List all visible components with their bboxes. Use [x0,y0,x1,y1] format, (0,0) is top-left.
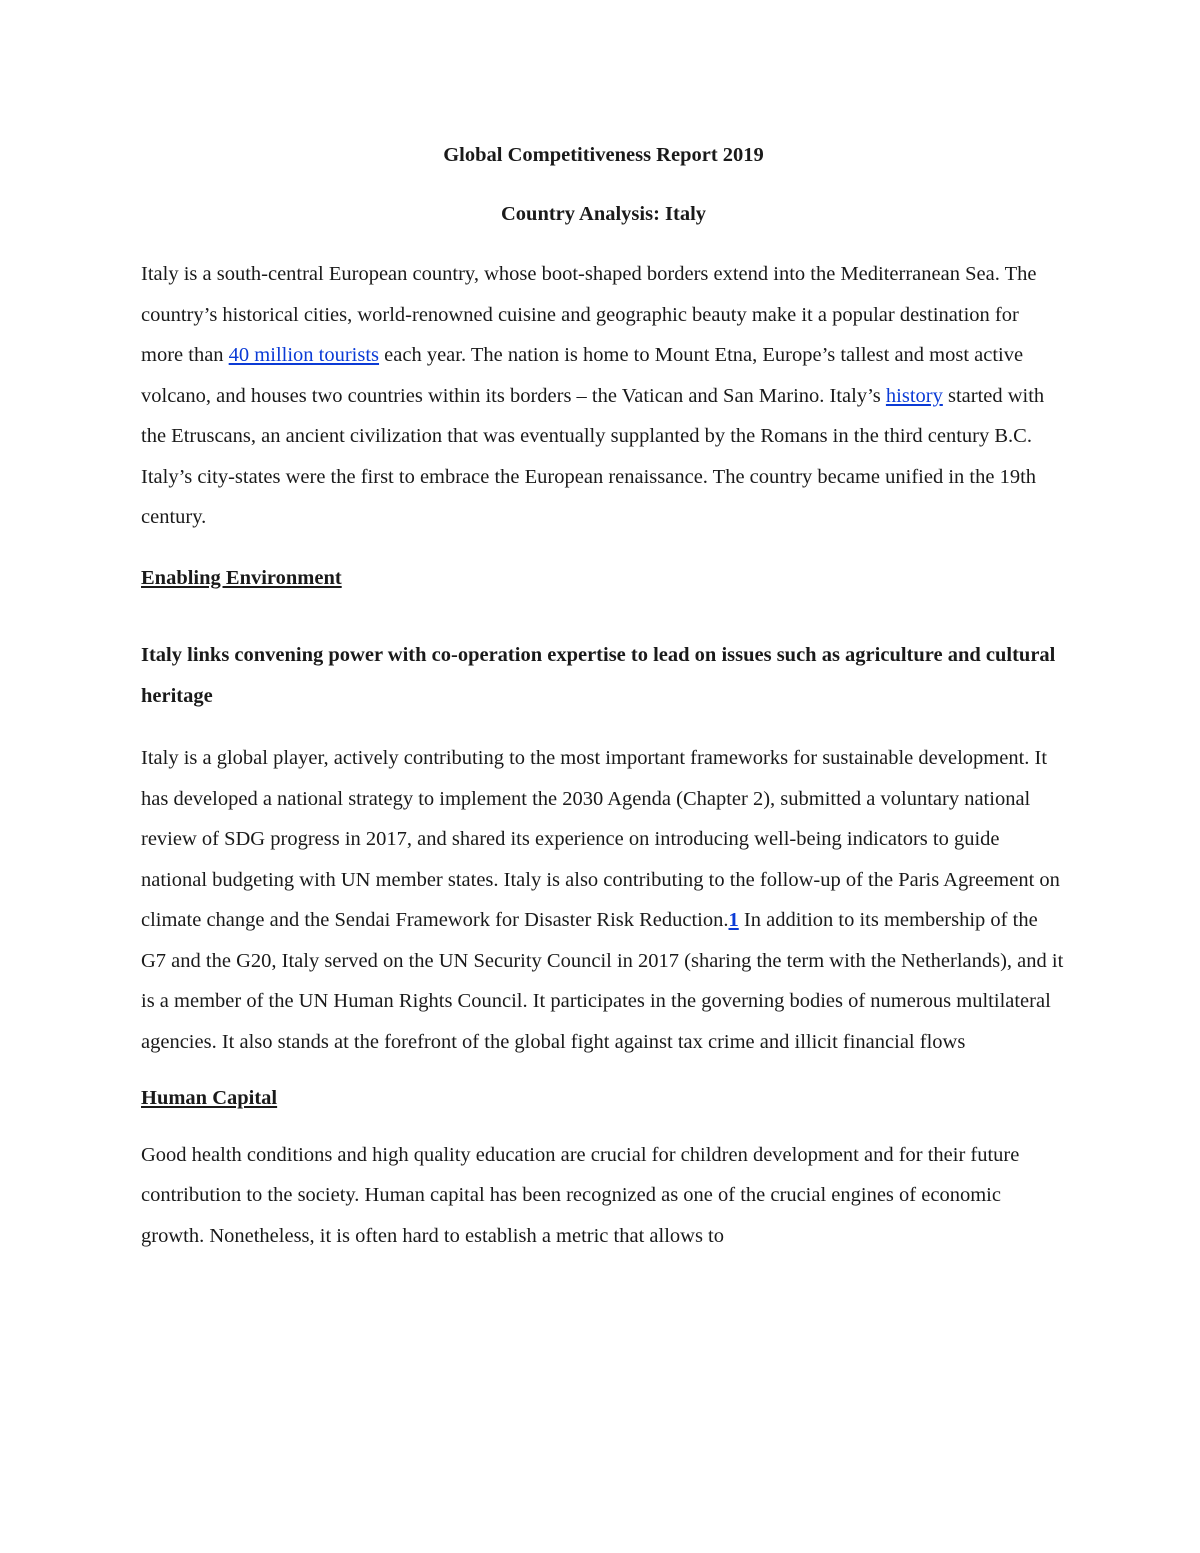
intro-text-1: Italy is a south-central European country, whose boot-shaped borders extend into the Mediterranean Sea. The country’s historical cities, world-renowned cuisine and geographic beauty make it a popular destination for more than [141,263,1037,366]
document-subtitle: Country Analysis: Italy [500,203,707,225]
enabling-paragraph [141,738,1066,1062]
intro-text-2: each year. The nation is home to Mount Etna, Europe’s tallest and most active volcano, and houses two countries within its borders – the Vatican and San Marino. Italy’s [141,344,1024,407]
enabling-text-2: In addition to its membership of the G7 and the G20, Italy served on the UN Security Council in 2017 (sharing the term with the Netherlands), and it is a member of the UN Human Rights Council. It participates in the governing bodies of numerous multilateral agencies. It also stands at the forefront of the global fight against tax crime and illicit financial flows [141,909,1064,1053]
tourists-link[interactable]: 40 million tourists [228,344,380,366]
human-capital-heading: Human Capital [141,1087,278,1109]
human-capital-paragraph: Good health conditions and high quality education are crucial for children development and for their future contribution to the society. Human capital has been recognized as one of the crucial engines of economic growth. Nonetheless, it is often hard to establish a metric that allows to [141,1143,1020,1247]
enabling-text-1: Italy is a global player, actively contributing to the most important frameworks for sustainable development. It has developed a national strategy to implement the 2030 Agenda (Chapter 2), submitted a voluntary national review of SDG progress in 2017, and shared its experience on introducing well-being indicators to guide national budgeting with UN member states. Italy is also contributing to the follow-up of the Paris Agreement on climate change and the Sendai Framework for Disaster Risk Reduction. [141,747,1060,931]
document-title: Global Competitiveness Report 2019 [443,144,764,166]
intro-paragraph [141,254,1066,538]
intro-text-3: started with the Etruscans, an ancient civilization that was eventually supplanted by the Romans in the third century B.C. Italy’s city-states were the first to embrace the European renaissance. The country became unified in the 19th century. [141,384,1045,528]
enabling-environment-heading: Enabling Environment [141,566,342,589]
document-body [141,141,1066,1256]
footnote-link[interactable]: 1 [728,909,739,931]
history-link[interactable]: history [885,384,943,407]
enabling-subheading: Italy links convening power with co-operation expertise to lead on issues such as agriculture and cultural heritage [141,644,1056,707]
